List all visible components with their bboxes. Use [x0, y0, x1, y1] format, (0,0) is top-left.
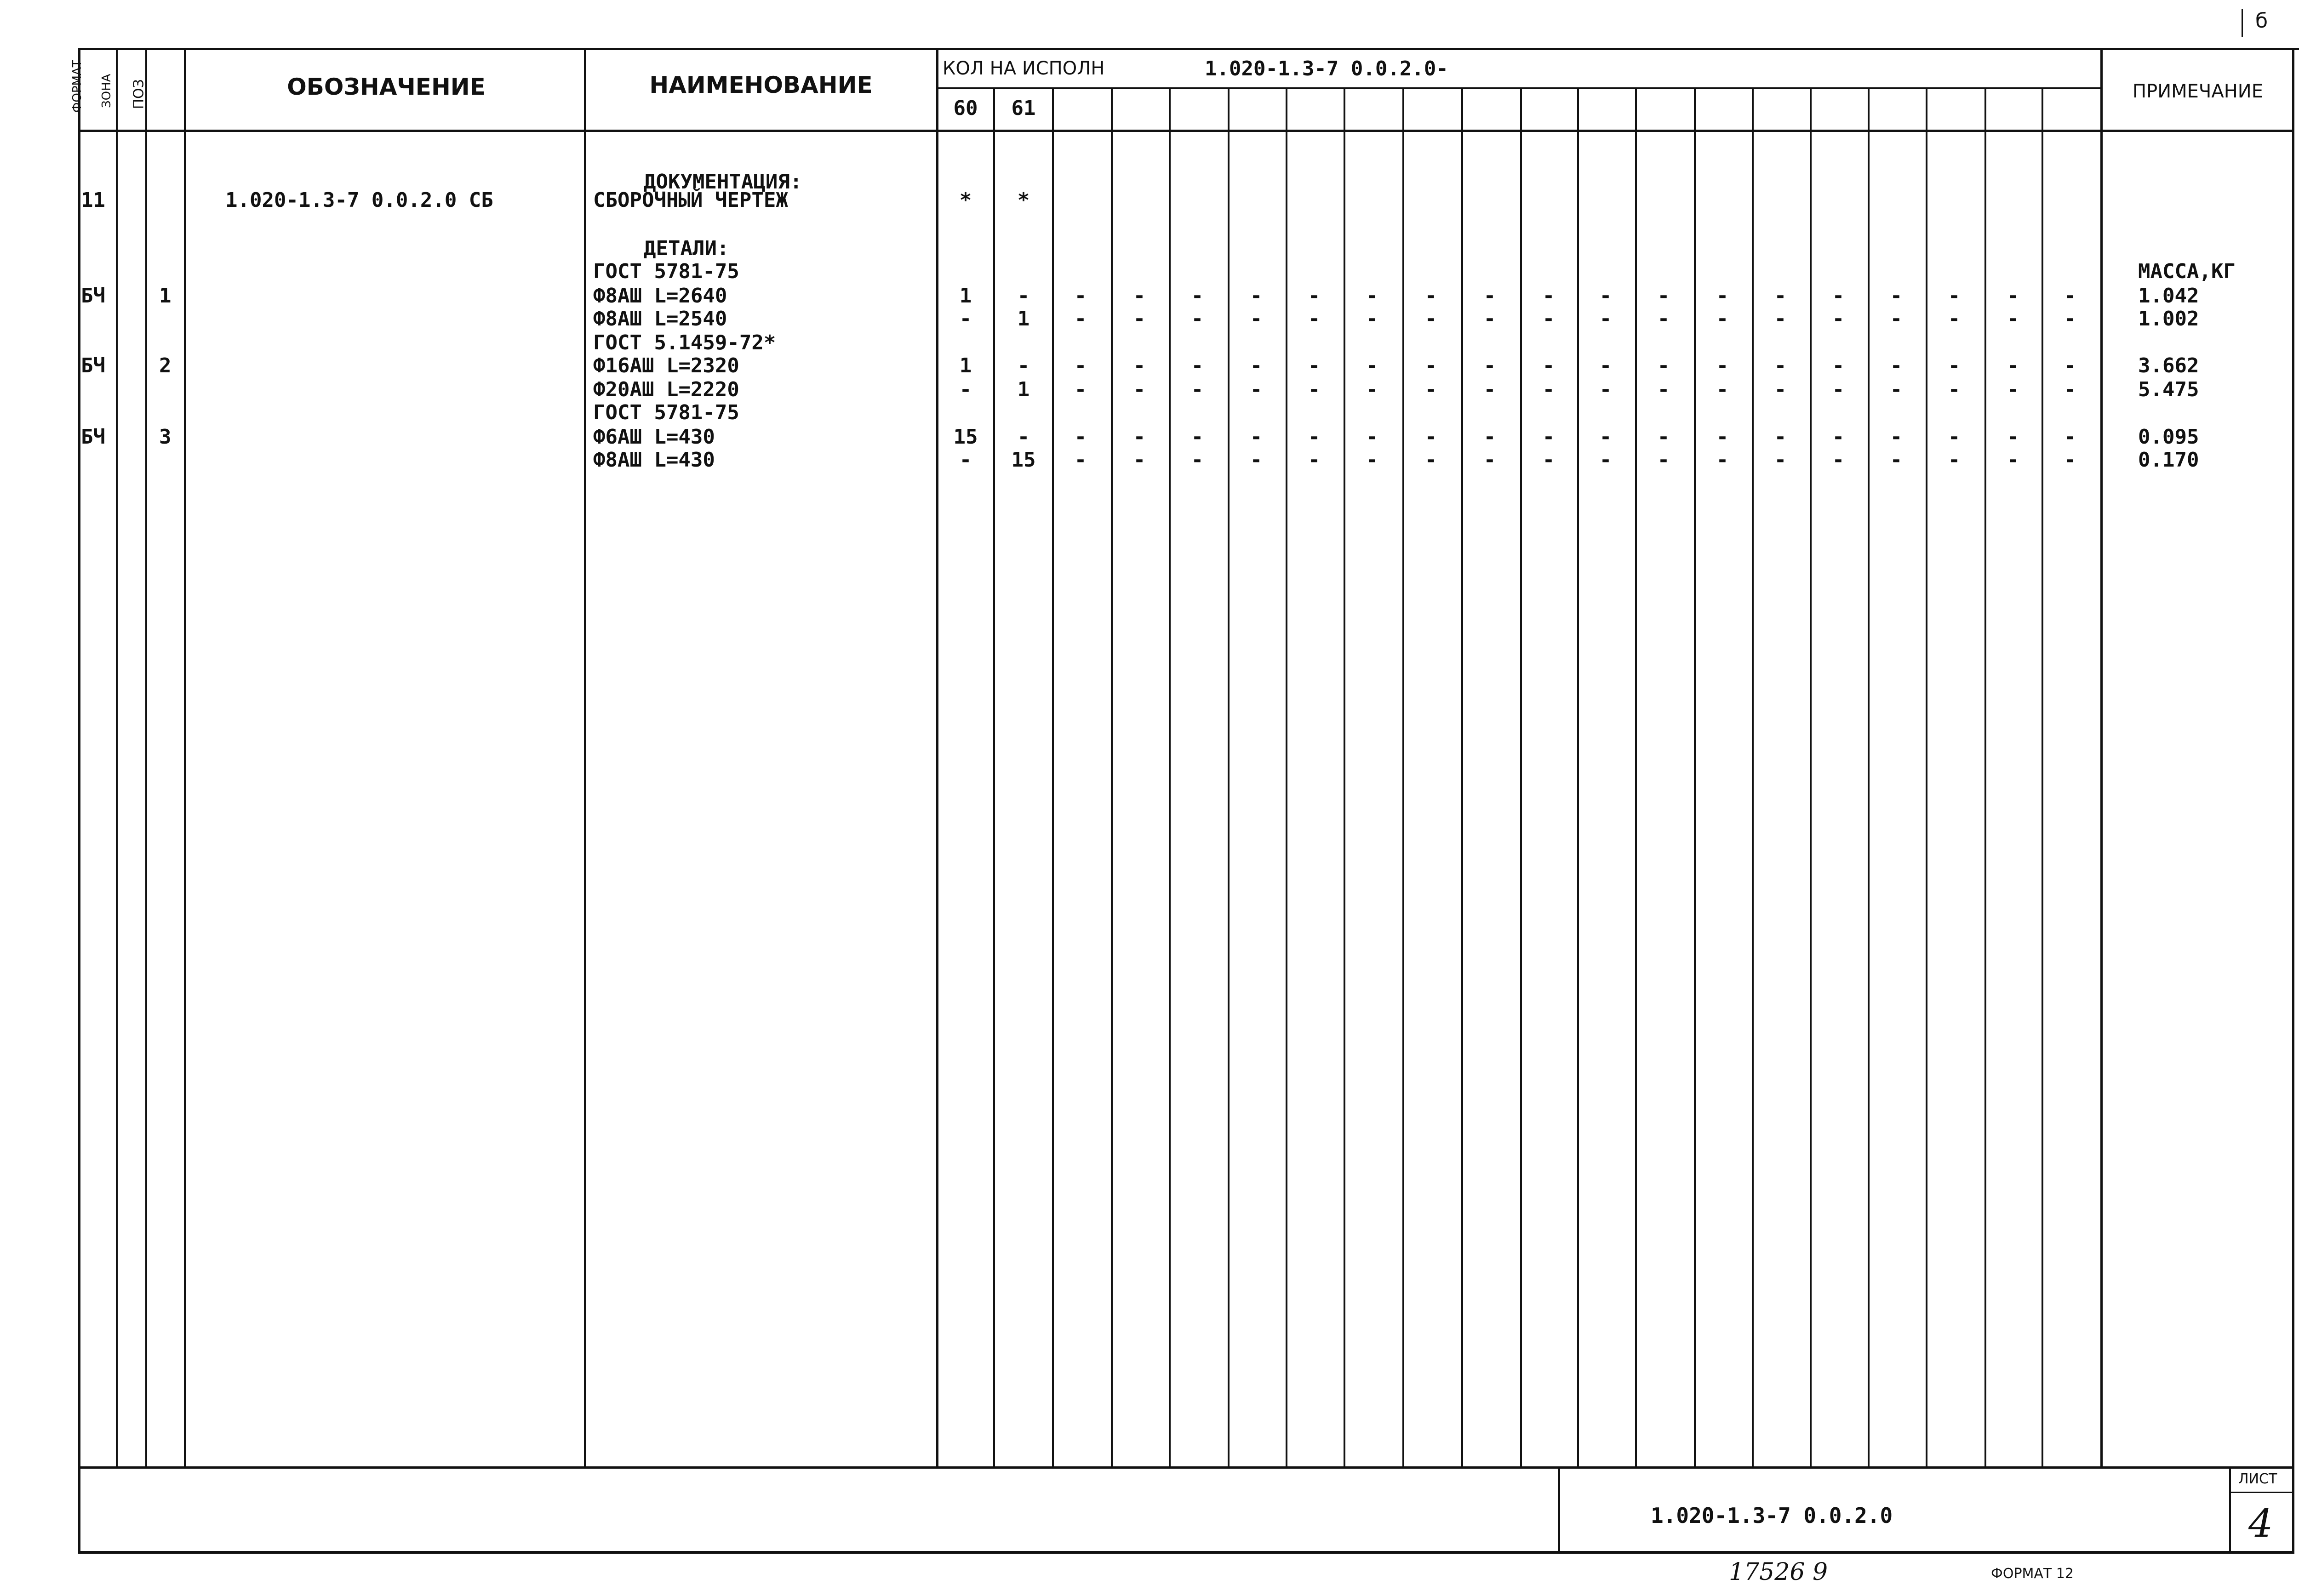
row-qty-dash: -	[1133, 284, 1146, 308]
header-variant-61: 61	[1011, 97, 1036, 120]
row-qty-dash: -	[2007, 425, 2019, 449]
row-qty-60: 1	[959, 284, 972, 308]
row-qty-dash: -	[1948, 284, 1961, 308]
row-qty-60: -	[959, 307, 972, 331]
row-name: ДЕТАЛИ:	[644, 237, 729, 260]
row-qty-61: -	[1017, 425, 1030, 449]
row-qty-dash: -	[1191, 307, 1204, 331]
row-qty-dash: -	[1542, 307, 1555, 331]
row-qty-dash: -	[1308, 378, 1321, 401]
row-qty-dash: -	[1366, 448, 1378, 472]
rule-line	[2292, 48, 2294, 1551]
row-qty-dash: -	[1074, 307, 1087, 331]
row-qty-dash: -	[2007, 284, 2019, 308]
rule-line	[1558, 1466, 1560, 1551]
row-qty-dash: -	[1424, 448, 1437, 472]
row-qty-dash: -	[1890, 307, 1903, 331]
row-name: Ф20АШ L=2220	[593, 378, 739, 401]
header-pos: ПОЗ	[131, 79, 147, 109]
row-pos: 1	[159, 284, 172, 308]
row-qty-dash: -	[1716, 307, 1729, 331]
row-qty-dash: -	[2064, 425, 2076, 449]
rule-line	[78, 130, 2292, 132]
row-qty-dash: -	[1774, 354, 1787, 377]
row-qty-dash: -	[1716, 284, 1729, 308]
row-qty-dash: -	[1542, 354, 1555, 377]
rule-line	[78, 1466, 2294, 1469]
row-qty-dash: -	[1366, 307, 1378, 331]
row-qty-dash: -	[1890, 448, 1903, 472]
row-qty-dash: -	[1599, 284, 1612, 308]
rule-line	[584, 48, 586, 1466]
row-qty-dash: -	[1308, 354, 1321, 377]
row-note: 5.475	[2138, 378, 2199, 401]
row-qty-dash: -	[1133, 307, 1146, 331]
row-qty-61: -	[1017, 284, 1030, 308]
row-qty-dash: -	[1483, 425, 1496, 449]
row-qty-dash: -	[1774, 378, 1787, 401]
row-qty-dash: -	[1774, 448, 1787, 472]
row-name: Ф8АШ L=2640	[593, 284, 727, 308]
rule-line	[993, 87, 995, 1466]
row-qty-dash: -	[1890, 284, 1903, 308]
header-format: ФОРМАТ	[70, 60, 84, 113]
row-qty-dash: -	[1424, 307, 1437, 331]
row-qty-dash: -	[1133, 425, 1146, 449]
row-qty-dash: -	[1424, 425, 1437, 449]
row-qty-dash: -	[1308, 425, 1321, 449]
row-format: БЧ	[81, 354, 105, 377]
row-qty-dash: -	[1832, 354, 1845, 377]
row-qty-61: *	[1017, 188, 1030, 212]
row-qty-dash: -	[1542, 425, 1555, 449]
row-qty-dash: -	[1948, 378, 1961, 401]
row-qty-dash: -	[1948, 307, 1961, 331]
rule-line	[78, 48, 2299, 50]
row-qty-dash: -	[1890, 378, 1903, 401]
row-qty-dash: -	[1657, 378, 1670, 401]
rule-line	[936, 48, 938, 1466]
row-qty-dash: -	[1074, 354, 1087, 377]
row-qty-dash: -	[1542, 448, 1555, 472]
row-qty-dash: -	[1250, 425, 1263, 449]
row-qty-dash: -	[1133, 448, 1146, 472]
row-qty-dash: -	[1366, 354, 1378, 377]
row-qty-dash: -	[1366, 425, 1378, 449]
row-qty-61: 15	[1011, 448, 1036, 472]
header-qty-label: КОЛ НА ИСПОЛН	[943, 58, 1105, 79]
header-name: НАИМЕНОВАНИЕ	[649, 72, 873, 98]
row-qty-dash: -	[1657, 448, 1670, 472]
row-note: МАССА,КГ	[2138, 260, 2236, 283]
row-qty-dash: -	[1074, 284, 1087, 308]
row-qty-dash: -	[1948, 354, 1961, 377]
row-qty-dash: -	[2064, 284, 2076, 308]
row-qty-dash: -	[1074, 378, 1087, 401]
row-qty-dash: -	[1191, 284, 1204, 308]
row-qty-60: -	[959, 378, 972, 401]
rule-line	[2229, 1466, 2231, 1551]
rule-line	[184, 48, 186, 1466]
row-qty-dash: -	[1191, 448, 1204, 472]
row-qty-dash: -	[1250, 284, 1263, 308]
row-qty-dash: -	[1366, 284, 1378, 308]
row-qty-dash: -	[1774, 284, 1787, 308]
row-qty-60: 1	[959, 354, 972, 377]
header-variant-60: 60	[953, 97, 978, 120]
row-name: Ф16АШ L=2320	[593, 354, 739, 377]
row-qty-dash: -	[2064, 448, 2076, 472]
row-qty-dash: -	[1657, 284, 1670, 308]
row-qty-dash: -	[1250, 448, 1263, 472]
header-qty-code: 1.020-1.3-7 0.0.2.0-	[1205, 57, 1448, 80]
row-qty-dash: -	[1483, 354, 1496, 377]
row-qty-dash: -	[1657, 425, 1670, 449]
row-note: 1.042	[2138, 284, 2199, 308]
row-qty-dash: -	[1250, 378, 1263, 401]
row-qty-dash: -	[1599, 307, 1612, 331]
row-qty-dash: -	[1483, 448, 1496, 472]
row-qty-dash: -	[2007, 354, 2019, 377]
rule-line	[2229, 1492, 2292, 1493]
row-qty-dash: -	[1599, 425, 1612, 449]
row-qty-dash: -	[1832, 307, 1845, 331]
rule-line	[936, 87, 2100, 89]
row-qty-dash: -	[1542, 378, 1555, 401]
row-qty-dash: -	[1191, 425, 1204, 449]
row-qty-dash: -	[1832, 378, 1845, 401]
row-qty-dash: -	[1308, 448, 1321, 472]
row-qty-dash: -	[1599, 354, 1612, 377]
row-qty-dash: -	[1483, 307, 1496, 331]
row-qty-dash: -	[2007, 448, 2019, 472]
rule-line	[145, 48, 147, 1466]
row-qty-dash: -	[1890, 354, 1903, 377]
row-qty-dash: -	[1542, 284, 1555, 308]
row-qty-dash: -	[1890, 425, 1903, 449]
footer-archive-number: 17526 9	[1729, 1558, 1828, 1586]
rule-line	[78, 1551, 2294, 1554]
row-qty-dash: -	[1133, 354, 1146, 377]
row-note: 1.002	[2138, 307, 2199, 331]
rule-line	[2242, 9, 2243, 37]
row-qty-dash: -	[1483, 378, 1496, 401]
row-qty-dash: -	[1191, 354, 1204, 377]
row-qty-61: -	[1017, 354, 1030, 377]
row-qty-dash: -	[1074, 425, 1087, 449]
row-qty-dash: -	[1832, 284, 1845, 308]
row-name: ДОКУМЕНТАЦИЯ:	[644, 170, 802, 194]
row-pos: 3	[159, 425, 172, 449]
row-qty-60: *	[959, 188, 972, 212]
row-qty-dash: -	[1657, 307, 1670, 331]
row-name: Ф8АШ L=2540	[593, 307, 727, 331]
row-qty-dash: -	[1774, 307, 1787, 331]
row-qty-60: -	[959, 448, 972, 472]
row-qty-dash: -	[2007, 378, 2019, 401]
row-qty-dash: -	[1948, 448, 1961, 472]
row-qty-dash: -	[2064, 354, 2076, 377]
row-qty-dash: -	[1716, 378, 1729, 401]
row-qty-dash: -	[1074, 448, 1087, 472]
row-qty-dash: -	[1599, 448, 1612, 472]
row-note: 3.662	[2138, 354, 2199, 377]
footer-format-label: ФОРМАТ 12	[1991, 1566, 2074, 1582]
row-name: ГОСТ 5.1459-72*	[593, 331, 776, 354]
row-qty-dash: -	[1832, 425, 1845, 449]
footer-doc-code: 1.020-1.3-7 0.0.2.0	[1651, 1503, 1893, 1528]
row-format: 11	[81, 188, 105, 212]
rule-line	[78, 48, 80, 1551]
row-format: БЧ	[81, 425, 105, 449]
row-name: ГОСТ 5781-75	[593, 260, 739, 283]
row-qty-dash: -	[1424, 284, 1437, 308]
row-qty-dash: -	[1483, 284, 1496, 308]
row-note: 0.095	[2138, 425, 2199, 449]
row-qty-61: 1	[1017, 378, 1030, 401]
row-qty-61: 1	[1017, 307, 1030, 331]
header-zone: ЗОНА	[100, 74, 114, 108]
row-name: СБОРОЧНЫЙ ЧЕРТЕЖ	[593, 188, 788, 212]
row-format: БЧ	[81, 284, 105, 308]
row-name: ГОСТ 5781-75	[593, 401, 739, 424]
row-qty-dash: -	[1424, 378, 1437, 401]
row-qty-dash: -	[2064, 307, 2076, 331]
row-name: Ф6АШ L=430	[593, 425, 715, 449]
row-qty-dash: -	[1250, 307, 1263, 331]
row-qty-dash: -	[1191, 378, 1204, 401]
row-name: Ф8АШ L=430	[593, 448, 715, 472]
row-designation: 1.020-1.3-7 0.0.2.0 СБ	[225, 188, 493, 212]
row-pos: 2	[159, 354, 172, 377]
corner-mark: б	[2255, 9, 2268, 33]
row-qty-dash: -	[1250, 354, 1263, 377]
row-qty-dash: -	[1832, 448, 1845, 472]
rule-line	[116, 48, 118, 1466]
row-qty-dash: -	[1366, 378, 1378, 401]
row-qty-60: 15	[953, 425, 978, 449]
row-qty-dash: -	[1948, 425, 1961, 449]
header-designation: ОБОЗНАЧЕНИЕ	[287, 74, 486, 100]
row-qty-dash: -	[1308, 307, 1321, 331]
row-qty-dash: -	[2064, 378, 2076, 401]
row-note: 0.170	[2138, 448, 2199, 472]
footer-sheet-label: ЛИСТ	[2238, 1471, 2277, 1487]
row-qty-dash: -	[1716, 425, 1729, 449]
row-qty-dash: -	[1716, 354, 1729, 377]
header-note: ПРИМЕЧАНИЕ	[2133, 81, 2263, 102]
row-qty-dash: -	[1774, 425, 1787, 449]
row-qty-dash: -	[1308, 284, 1321, 308]
footer-sheet-number: 4	[2248, 1501, 2273, 1546]
row-qty-dash: -	[1133, 378, 1146, 401]
rule-line	[2100, 48, 2103, 1466]
row-qty-dash: -	[1599, 378, 1612, 401]
row-qty-dash: -	[1424, 354, 1437, 377]
row-qty-dash: -	[1716, 448, 1729, 472]
row-qty-dash: -	[2007, 307, 2019, 331]
row-qty-dash: -	[1657, 354, 1670, 377]
